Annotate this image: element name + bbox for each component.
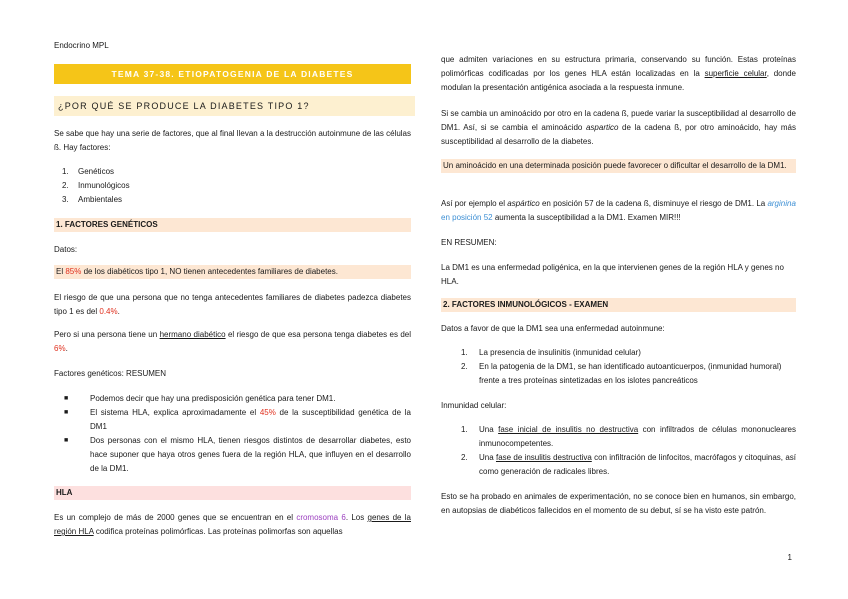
bullet-icon: ■ [64, 395, 69, 402]
list-item: ■ Podemos decir que hay una predisposición genética para tener DM1. [54, 392, 411, 406]
datos-label: Datos: [54, 245, 78, 254]
factors-list [54, 165, 411, 207]
summary-label: EN RESUMEN: [441, 238, 497, 247]
section-genetic-title: 1. FACTORES GENÉTICOS [54, 218, 411, 232]
question-heading: ¿POR QUÉ SE PRODUCE LA DIABETES TIPO 1? [54, 96, 415, 116]
aspartic-example-paragraph: Así por ejemplo el aspártico en posición 57 de la cadena ß, disminuye el riesgo de DM1. La arginina en posición 52 aumenta la susceptibilidad a la DM1. Examen MIR!!! [441, 199, 796, 222]
hla-paragraph: Es un complejo de más de 2000 genes que se encuentran en el cromosoma 6. Los genes de la región HLA codifica proteínas polimórficas. Las proteínas polimorfas son aquellas [54, 513, 411, 536]
hla-title: HLA [54, 486, 411, 500]
aminoacid-highlight: Un aminoácido en una determinada posición puede favorecer o dificultar el desarrollo de la DM1. [441, 159, 796, 173]
genetic-summary-bullets [54, 392, 411, 476]
document-header: Endocrino MPL [54, 41, 109, 50]
section-immunologic-title: 2. FACTORES INMUNOLÓGICOS - EXAMEN [441, 298, 796, 312]
list-item: 2. En la patogenia de la DM1, se han identificado autoanticuerpos, (inmunidad humoral) frente a tres proteínas sintetizadas en los islotes pancreáticos [461, 362, 782, 385]
list-item: 2. Inmunológicos [62, 181, 130, 190]
bullet-icon: ■ [64, 409, 69, 416]
experimental-evidence-paragraph: Esto se ha probado en animales de experimentación, no se conoce bien en humanos, sin embargo, en autopsias de diabéticos fallecidos en el momento de su debut, sí se ha visto este patrón. [441, 492, 796, 515]
list-item: ■ Dos personas con el mismo HLA, tienen riesgos distintos de desarrollar diabetes, esto hace suponer que haya otros genes fuera de la región HLA, que influyen en el desarrollo de la DM1. [64, 436, 411, 473]
list-item: 1. Una fase inicial de insulitis no destructiva con infiltrados de células mononucleares inmunocompetentes. [461, 425, 797, 448]
cellular-immunity-label: Inmunidad celular: [441, 401, 507, 410]
intro-paragraph: Se sabe que hay una serie de factores, que al final llevan a la destrucción autoinmune de las células ß. Hay factores: [54, 129, 411, 152]
autoimmune-data-label: Datos a favor de que la DM1 sea una enfermedad autoinmune: [441, 324, 665, 333]
list-item: 1. La presencia de insulinitis (inmunidad celular) [461, 348, 641, 357]
bullet-icon: ■ [64, 437, 69, 444]
list-item: 3. Ambientales [62, 195, 123, 204]
hla-continued-paragraph: que admiten variaciones en su estructura primaria, conservando su función. Estas proteínas polimórficas codificadas por los genes HLA están localizadas en la superficie celular, donde modulan la presentación antigénica asociada a la respuesta inmune. [441, 55, 796, 92]
risk-sibling-paragraph: Pero si una persona tiene un hermano diabético el riesgo de que esa persona tenga diabetes es del 6%. [54, 330, 412, 353]
list-item: ■ El sistema HLA, explica aproximadamente el 45% de la susceptibilidad genética de la DM1 [64, 408, 411, 431]
page-number: 1 [787, 553, 792, 562]
cellular-immunity-list [441, 423, 796, 479]
aminoacid-change-paragraph: Si se cambia un aminoácido por otro en la cadena ß, puede variar la susceptibilidad al desarrollo de DM1. Así, si se cambia el aminoácido aspartico de la cadena ß, por otro aminoácido, hay más susceptibilidad al desarrollo de la diabetes. [441, 109, 797, 146]
topic-title: TEMA 37-38. ETIOPATOGENIA DE LA DIABETES [54, 64, 411, 84]
list-item: 2. Una fase de insulitis destructiva con infiltración de linfocitos, macrófagos y citoquinas, así como generación de radicales libres. [461, 453, 796, 476]
autoimmune-evidence-list [441, 346, 802, 388]
stat-85-paragraph: El 85% de los diabéticos tipo 1, NO tienen antecedentes familiares de diabetes. [54, 265, 411, 279]
summary-paragraph: La DM1 es una enfermedad poligénica, en la que intervienen genes de la región HLA y genes no HLA. [441, 263, 784, 286]
genetic-summary-label: Factores genéticos: RESUMEN [54, 369, 167, 378]
risk-no-family-paragraph: El riesgo de que una persona que no tenga antecedentes familiares de diabetes padezca diabetes tipo 1 es del 0.4%. [54, 293, 411, 316]
list-item: 1. Genéticos [62, 167, 115, 176]
